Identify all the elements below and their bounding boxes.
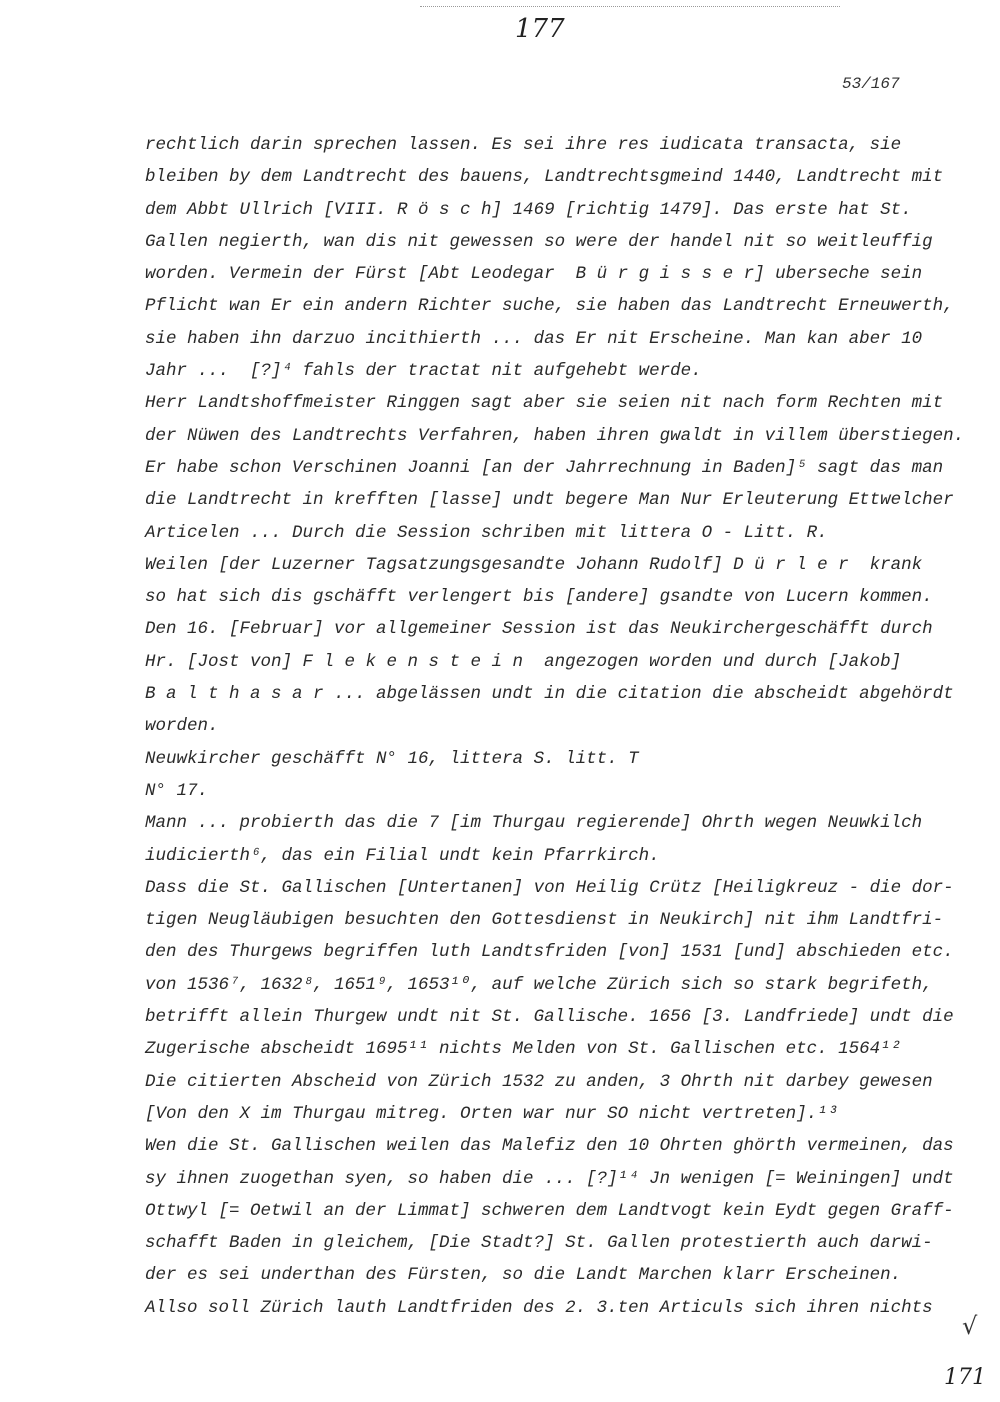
handwritten-bottom-folio: 171 bbox=[944, 1365, 986, 1390]
text-line: Die citierten Abscheid von Zürich 1532 zu anden, 3 Ohrth nit darbey gewesen bbox=[145, 1071, 933, 1092]
text-line: dem Abbt Ullrich [VIII. R ö s c h] 1469 [richtig 1479]. Das erste hat St. bbox=[145, 199, 912, 220]
text-line: den des Thurgews begriffen luth Landtsfriden [von] 1531 [und] abschieden etc. bbox=[145, 942, 954, 963]
text-line: sy ihnen zuogethan syen, so haben die ... [?]¹⁴ Jn wenigen [= Weiningen] undt bbox=[145, 1168, 954, 1189]
text-line: Zugerische abscheidt 1695¹¹ nichts Melden von St. Gallischen etc. 1564¹² bbox=[145, 1039, 902, 1060]
transcription-body bbox=[145, 129, 965, 1324]
text-line: worden. bbox=[145, 716, 219, 737]
text-line: Herr Landtshoffmeister Ringgen sagt aber sie seien nit nach form Rechten mit bbox=[145, 393, 944, 414]
text-line: Jahr ... [?]⁴ fahls der tractat nit aufgehebt werde. bbox=[145, 361, 702, 382]
text-line: Weilen [der Luzerner Tagsatzungsgesandte Johann Rudolf] D ü r l e r krank bbox=[145, 554, 923, 575]
page-reference: 53/167 bbox=[842, 75, 900, 93]
text-line: Ottwyl [= Oetwil an der Limmat] schweren dem Landtvogt kein Eydt gegen Graff- bbox=[145, 1200, 954, 1221]
text-line: der Nüwen des Landtrechts Verfahren, haben ihren gwaldt in villem überstiegen. bbox=[145, 425, 965, 446]
text-line: sie haben ihn darzuo incithierth ... das Er nit Erscheine. Man kan aber 10 bbox=[145, 328, 923, 349]
text-line: Den 16. [Februar] vor allgemeiner Session ist das Neukirchergeschäfft durch bbox=[145, 619, 933, 640]
text-line: Er habe schon Verschinen Joanni [an der Jahrrechnung in Baden]⁵ sagt das man bbox=[145, 457, 944, 478]
text-line: bleiben by dem Landtrecht des bauens, Landtrechtsgmeind 1440, Landtrecht mit bbox=[145, 167, 944, 188]
text-line: worden. Vermein der Fürst [Abt Leodegar B ü r g i s s e r] uberseche sein bbox=[145, 264, 923, 285]
text-line: tigen Neugläubigen besuchten den Gottesdienst in Neukirch] nit ihm Landtfri- bbox=[145, 910, 944, 931]
text-line: der es sei underthan des Fürsten, so die Landt Marchen klarr Erscheinen. bbox=[145, 1265, 902, 1286]
text-line: die Landtrecht in krefften [lasse] undt begere Man Nur Erleuterung Ettwelcher bbox=[145, 490, 954, 511]
text-line: Articelen ... Durch die Session schriben mit littera O - Litt. R. bbox=[145, 522, 828, 543]
text-line: rechtlich darin sprechen lassen. Es sei ihre res iudicata transacta, sie bbox=[145, 135, 902, 155]
text-line: B a l t h a s a r ... abgelässen undt in die citation die abscheidt abgehördt bbox=[145, 684, 954, 705]
check-mark-icon: √ bbox=[962, 1312, 978, 1340]
text-line: N° 17. bbox=[145, 780, 209, 801]
text-line: Neuwkircher geschäfft N° 16, littera S. litt. T bbox=[145, 748, 639, 769]
handwritten-folio-number: 177 bbox=[515, 14, 565, 44]
text-line: von 1536⁷, 1632⁸, 1651⁹, 1653¹⁰, auf welche Zürich sich so stark begrifeth, bbox=[145, 974, 933, 995]
text-line: iudicierth⁶, das ein Filial undt kein Pfarrkirch. bbox=[145, 845, 660, 866]
text-line: Hr. [Jost von] F l e k e n s t e i n angezogen worden und durch [Jakob] bbox=[145, 651, 902, 672]
text-line: so hat sich dis gschäfft verlengert bis [andere] gsandte von Lucern kommen. bbox=[145, 587, 933, 608]
text-line: Dass die St. Gallischen [Untertanen] von Heilig Crütz [Heiligkreuz - die dor- bbox=[145, 877, 954, 898]
text-line: Pflicht wan Er ein andern Richter suche, sie haben das Landtrecht Erneuwerth, bbox=[145, 296, 954, 317]
top-edge-mark bbox=[420, 6, 840, 7]
text-line: schafft Baden in gleichem, [Die Stadt?] St. Gallen protestierth auch darwi- bbox=[145, 1233, 933, 1254]
text-line: [Von den X im Thurgau mitreg. Orten war nur SO nicht vertreten].¹³ bbox=[145, 1103, 839, 1124]
text-line: Wen die St. Gallischen weilen das Malefiz den 10 Ohrten ghörth vermeinen, das bbox=[145, 1136, 954, 1157]
text-line: Allso soll Zürich lauth Landtfriden des 2. 3.ten Articuls sich ihren nichts bbox=[145, 1297, 933, 1318]
text-line: betrifft allein Thurgew undt nit St. Gallische. 1656 [3. Landfriede] undt die bbox=[145, 1007, 954, 1028]
text-line: Mann ... probierth das die 7 [im Thurgau regierende] Ohrth wegen Neuwkilch bbox=[145, 813, 923, 834]
text-line: Gallen negierth, wan dis nit gewessen so were der handel nit so weitleuffig bbox=[145, 231, 933, 252]
